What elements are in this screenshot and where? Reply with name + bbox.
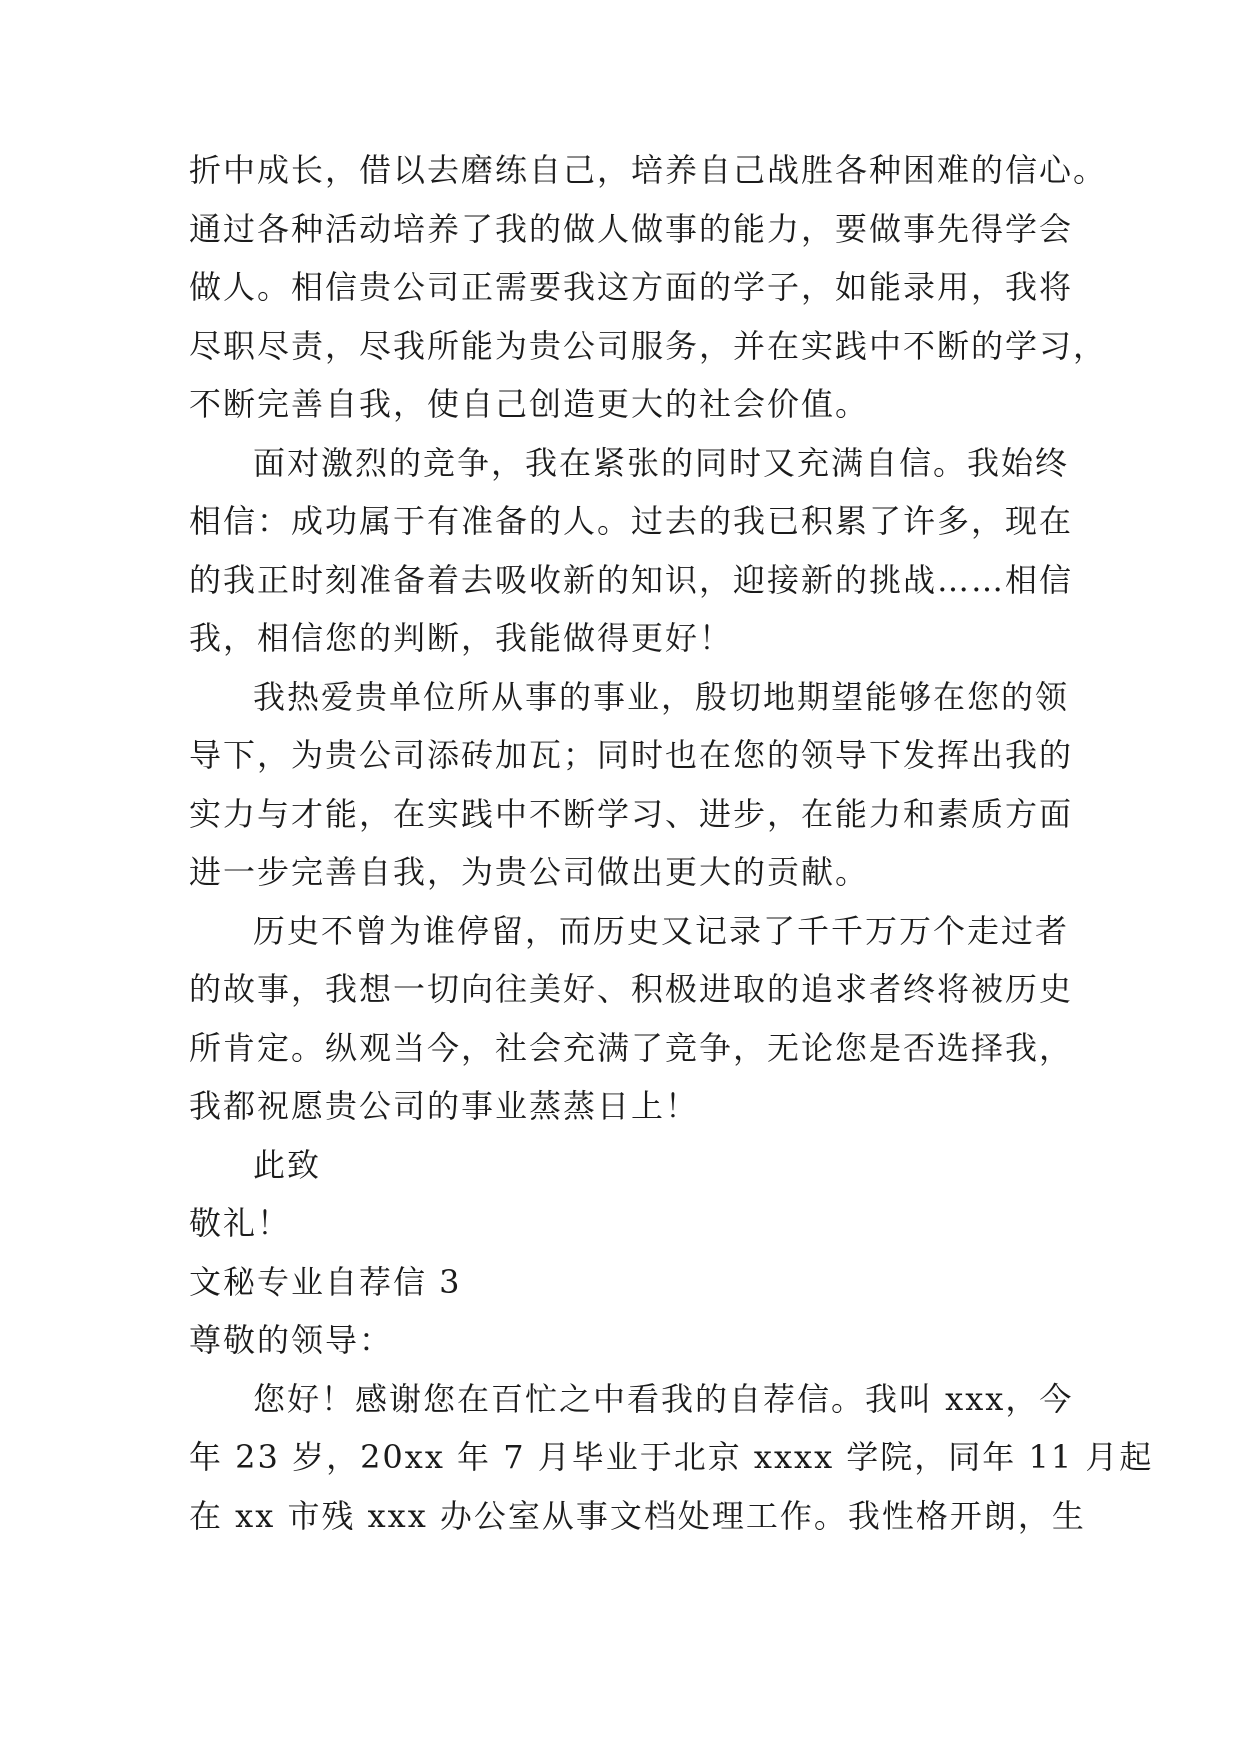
text-line-6: 面对激烈的竞争，我在紧张的同时又充满自信。我始终 xyxy=(253,443,1070,482)
text-line-24: 在 xx 市残 xxx 办公室从事文档处理工作。我性格开朗，生 xyxy=(189,1496,1086,1535)
text-line-11: 导下，为贵公司添砖加瓦；同时也在您的领导下发挥出我的 xyxy=(189,736,1074,774)
text-line-15: 的故事，我想一切向往美好、积极进取的追求者终将被历史 xyxy=(189,970,1074,1008)
letter-greeting: 尊敬的领导： xyxy=(189,1321,394,1359)
text-line-4: 尽职尽责，尽我所能为贵公司服务，并在实践中不断的学习， xyxy=(189,326,1108,365)
text-line-13: 进一步完善自我，为贵公司做出更大的贡献。 xyxy=(189,853,870,891)
text-line-9: 我，相信您的判断，我能做得更好！ xyxy=(189,619,734,657)
text-line-16: 所肯定。纵观当今，社会充满了竞争，无论您是否选择我， xyxy=(189,1028,1074,1067)
document-body xyxy=(189,141,1154,1545)
text-line-8: 的我正时刻准备着去吸收新的知识，迎接新的挑战……相信 xyxy=(189,560,1074,599)
text-line-23: 年 23 岁，20xx 年 7 月毕业于北京 xxxx 学院，同年 11 月起 xyxy=(189,1438,1154,1476)
text-line-12: 实力与才能，在实践中不断学习、进步，在能力和素质方面 xyxy=(189,794,1074,833)
text-line-5: 不断完善自我，使自己创造更大的社会价值。 xyxy=(189,385,870,423)
text-line-3: 做人。相信贵公司正需要我这方面的学子，如能录用，我将 xyxy=(189,268,1074,306)
closing-regards: 敬礼！ xyxy=(189,1204,292,1242)
text-line-22: 您好！感谢您在百忙之中看我的自荐信。我叫 xxx，今 xyxy=(253,1379,1074,1418)
text-line-2: 通过各种活动培养了我的做人做事的能力，要做事先得学会 xyxy=(189,209,1074,248)
closing-salutation: 此致 xyxy=(253,1145,322,1184)
text-line-7: 相信：成功属于有准备的人。过去的我已积累了许多，现在 xyxy=(189,502,1074,540)
section-heading: 文秘专业自荐信 3 xyxy=(189,1262,462,1301)
text-line-10: 我热爱贵单位所从事的事业，殷切地期望能够在您的领 xyxy=(253,677,1070,716)
text-line-17: 我都祝愿贵公司的事业蒸蒸日上！ xyxy=(189,1087,700,1125)
text-line-1: 折中成长，借以去磨练自己，培养自己战胜各种困难的信心。 xyxy=(189,151,1108,189)
text-line-14: 历史不曾为谁停留，而历史又记录了千千万万个走过者 xyxy=(253,911,1070,950)
